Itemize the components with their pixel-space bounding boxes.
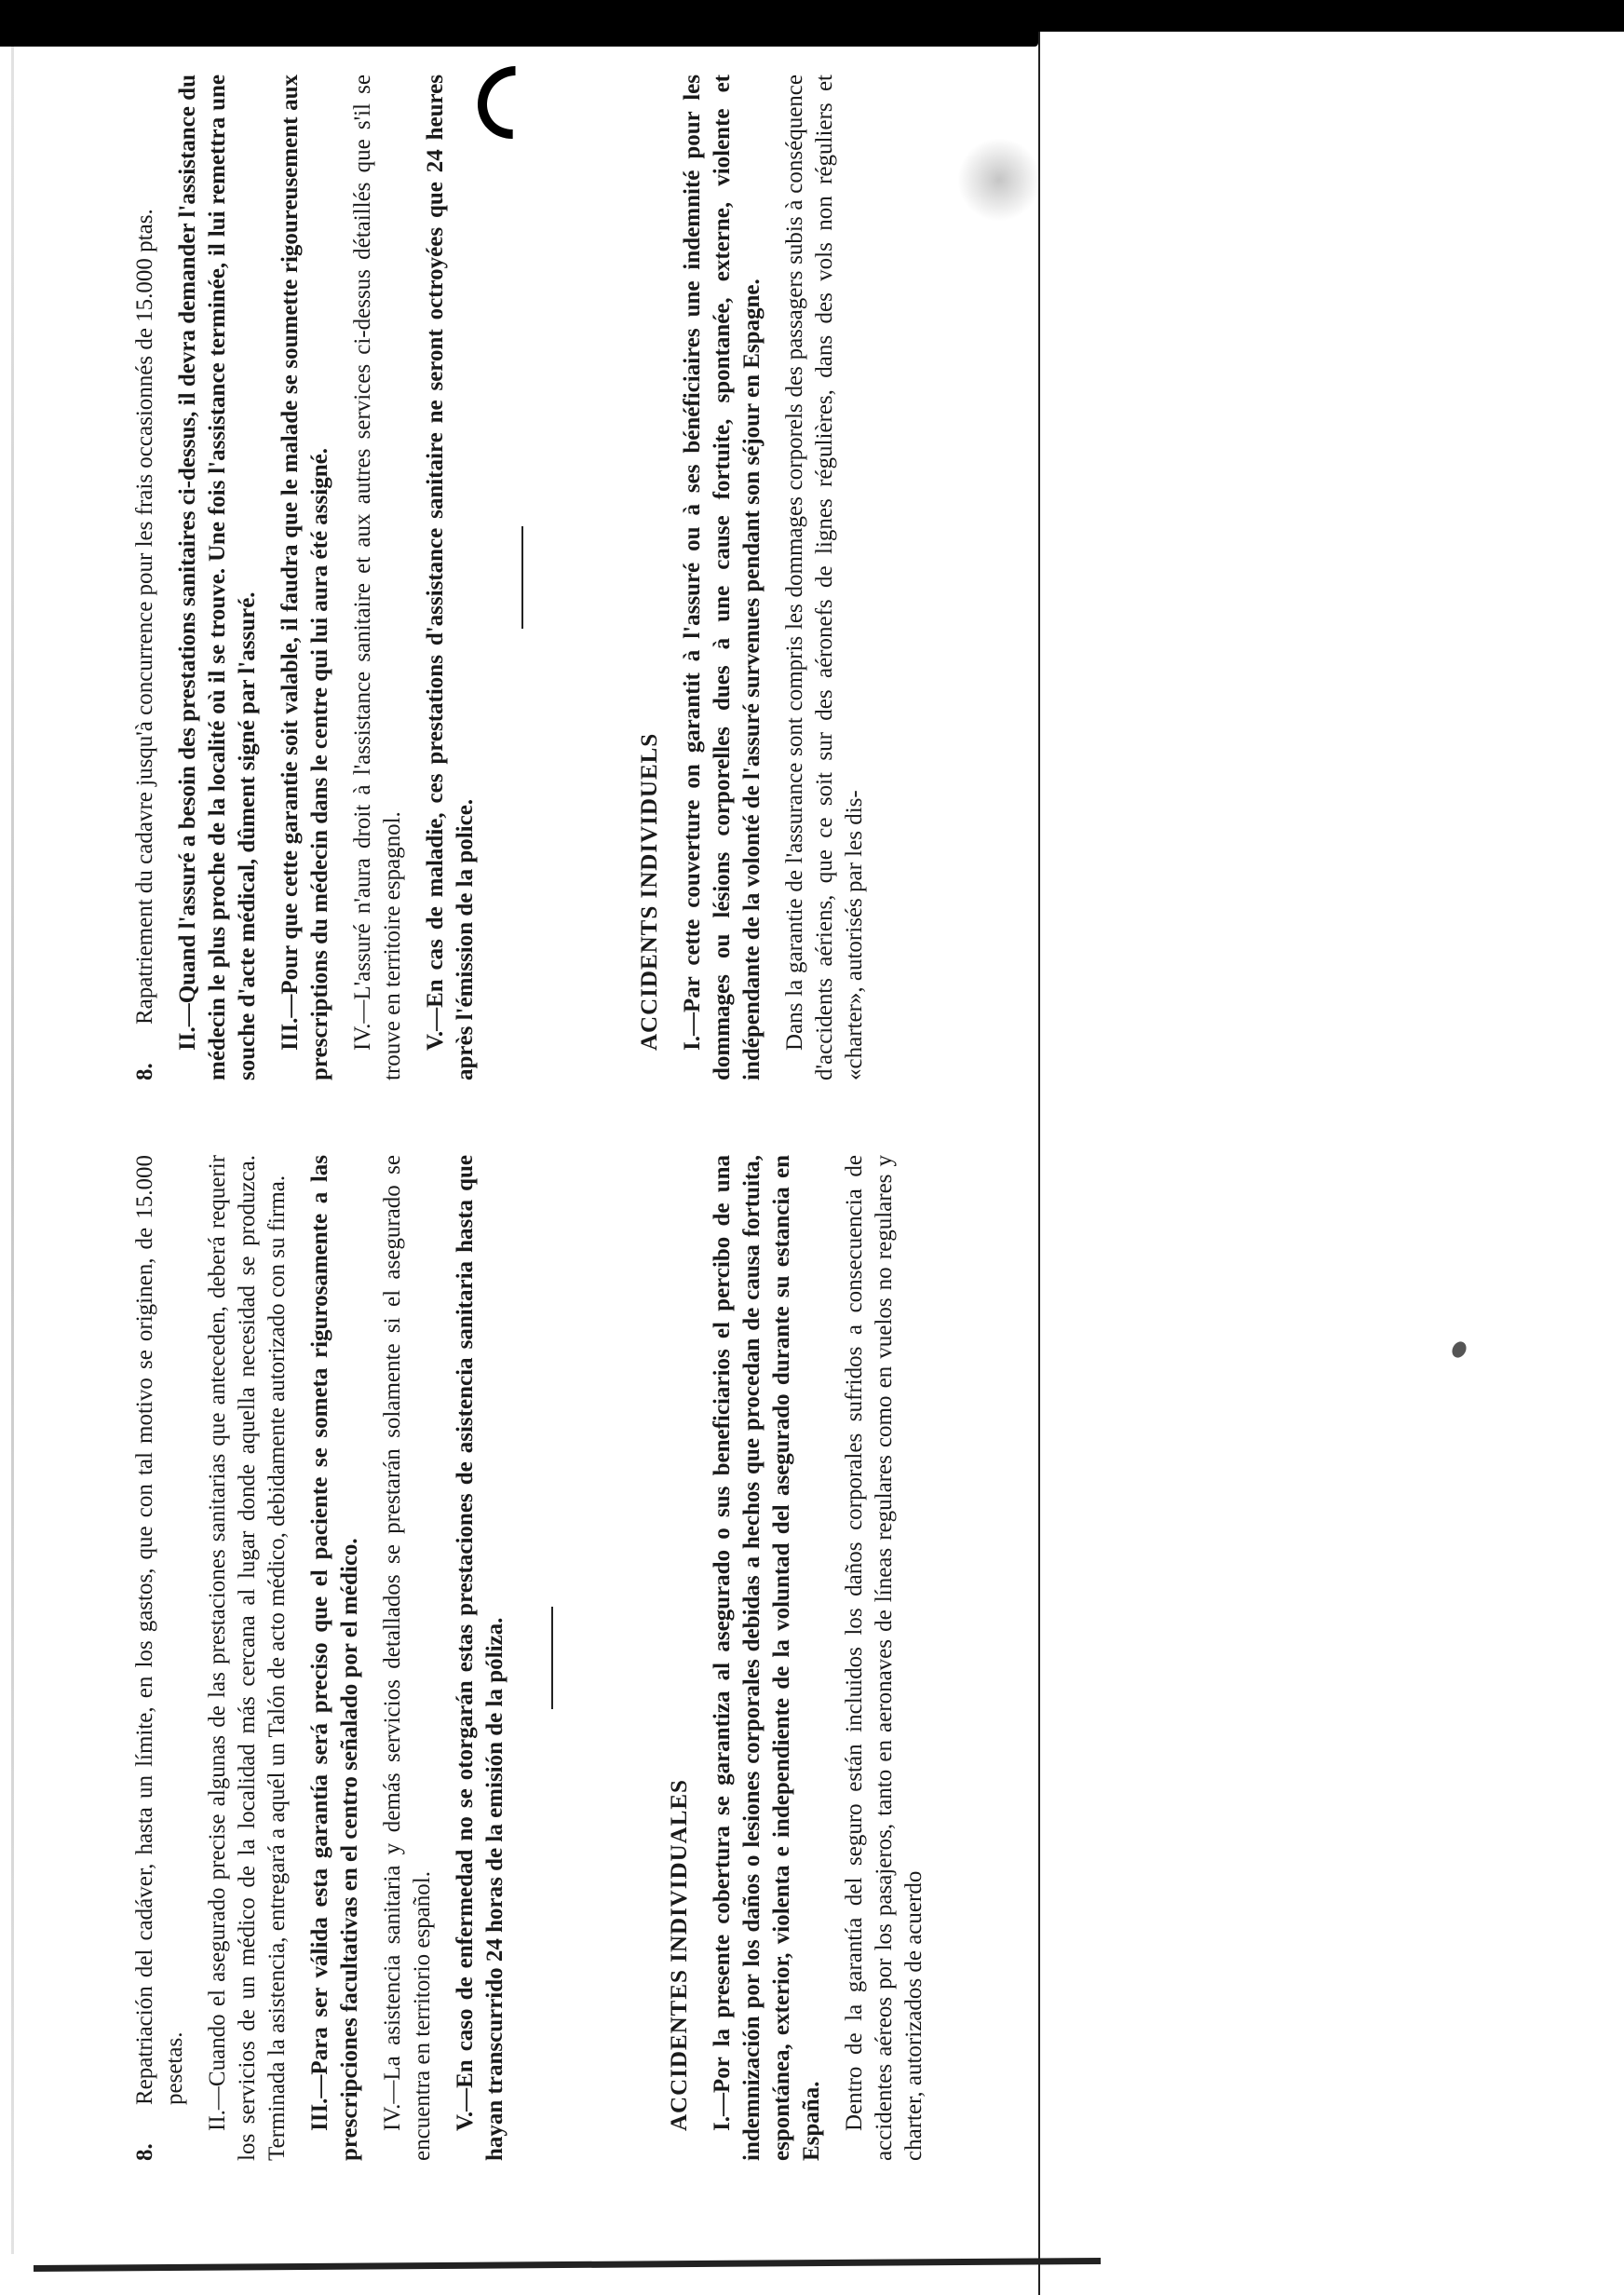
fr-item-8-number: 8. xyxy=(132,1063,157,1080)
ink-dot xyxy=(1449,1339,1468,1361)
es-paragraph-V: V.—En caso de enfermedad no se otorgarán estas prestaciones de asistencia sanitaria hasta que hayan transcurrido 24 horas de la emisión de la póliza. xyxy=(453,1155,508,2161)
fr-accident-paragraph-2: Dans la garantie de l'assurance sont compris les dommages corporels des passagers subis à conséquence d'accidents aériens, que ce soit sur des aéronefs de lignes régulières, dans des vols non réguliers et «charter», autorisés par les dis- xyxy=(782,75,867,1080)
es-item-8-number: 8. xyxy=(132,2143,157,2161)
es-paragraph-III: III.—Para ser válida esta garantía será preciso que el paciente se someta rigurosamente a las prescripciones facultativas en el centro señalado por el médico. xyxy=(307,1155,362,2161)
scan-top-border-notch xyxy=(0,32,1038,47)
es-item-8 xyxy=(130,1155,190,2161)
french-column xyxy=(130,75,883,1080)
fr-paragraph-IV: IV.—L'assuré n'aura droit à l'assistance sanitaire et aux autres services ci-dessus détaillés que s'il se trouve en territoire espagnol. xyxy=(350,75,405,1080)
es-item-8-text: Repatriación del cadáver, hasta un límite, en los gastos, que con tal motivo se originen, de 15.000 pesetas. xyxy=(132,1155,187,2105)
spanish-column xyxy=(130,1155,942,2161)
rotated-document xyxy=(130,56,1024,2161)
es-accident-paragraph-I: I.—Por la presente cobertura se garantiza al asegurado o sus beneficiarios el percibo de una indemnización por los daños o lesiones corporales debidas a hechos que procedan de causa fortuita, espontánea, exterior, violenta e independiente de la voluntad del asegurado durante su estancia en España. xyxy=(710,1155,824,2161)
fr-accident-paragraph-I: I.—Par cette couverture on garantit à l'assuré ou à ses bénéficiaires une indemnité pour les dommages ou lésions corporelles dues à une cause fortuite, spontanée, externe, violente et indépendante de la volonté de l'assuré survenues pendant son séjour en Espagne. xyxy=(680,75,765,1080)
es-accident-paragraph-2: Dentro de la garantía del seguro están incluidos los daños corporales sufridos a consecuencia de accidentes aéreos por los pasajeros, tanto en aeronaves de líneas regulares como en vuelos no regulares y charter, autorizados de acuerdo xyxy=(842,1155,927,2161)
fr-item-8-text: Rapatriement du cadavre jusqu'à concurrence pour les frais occasionnés de 15.000 ptas. xyxy=(132,209,157,1025)
es-separator xyxy=(551,1607,553,1709)
fr-section-title: ACCIDENTS INDIVIDUELS xyxy=(637,732,662,1051)
fr-separator xyxy=(521,526,523,629)
es-section-title: ACCIDENTES INDIVIDUALES xyxy=(667,1779,692,2131)
fr-paragraph-II: II.—Quand l'assuré a besoin des prestations sanitaires ci-dessus, il devra demander l'assistance du médecin le plus proche de la localité où il se trouve. Une fois l'assistance terminée, il lui remettra une souche d'acte médical, dûment signé par l'assuré. xyxy=(175,75,260,1080)
es-paragraph-II: II.—Cuando el asegurado precise algunas de las prestaciones sanitarias que anteceden, deberá requerir los servicios de un médico de la localidad más cercana al lugar donde aquella necesidad se produzca. Terminada la asistencia, entregará a aquél un Talón de acto médico, debidamente autorizado con su firma. xyxy=(205,1155,290,2161)
fr-paragraph-V: V.—En cas de maladie, ces prestations d'assistance sanitaire ne seront octroyées que 24 heures après l'émission de la police. xyxy=(423,75,478,1080)
scan-top-border xyxy=(0,0,1624,32)
es-paragraph-IV: IV.—La asistencia sanitaria y demás servicios detallados se prestarán solamente si el asegurado se encuentra en territorio español. xyxy=(380,1155,435,2161)
fr-paragraph-III: III.—Pour que cette garantie soit valable, il faudra que le malade se soumette rigoureusement aux prescriptions du médecin dans le centre qui lui aura été assigné. xyxy=(277,75,332,1080)
fr-item-8 xyxy=(130,75,160,1080)
